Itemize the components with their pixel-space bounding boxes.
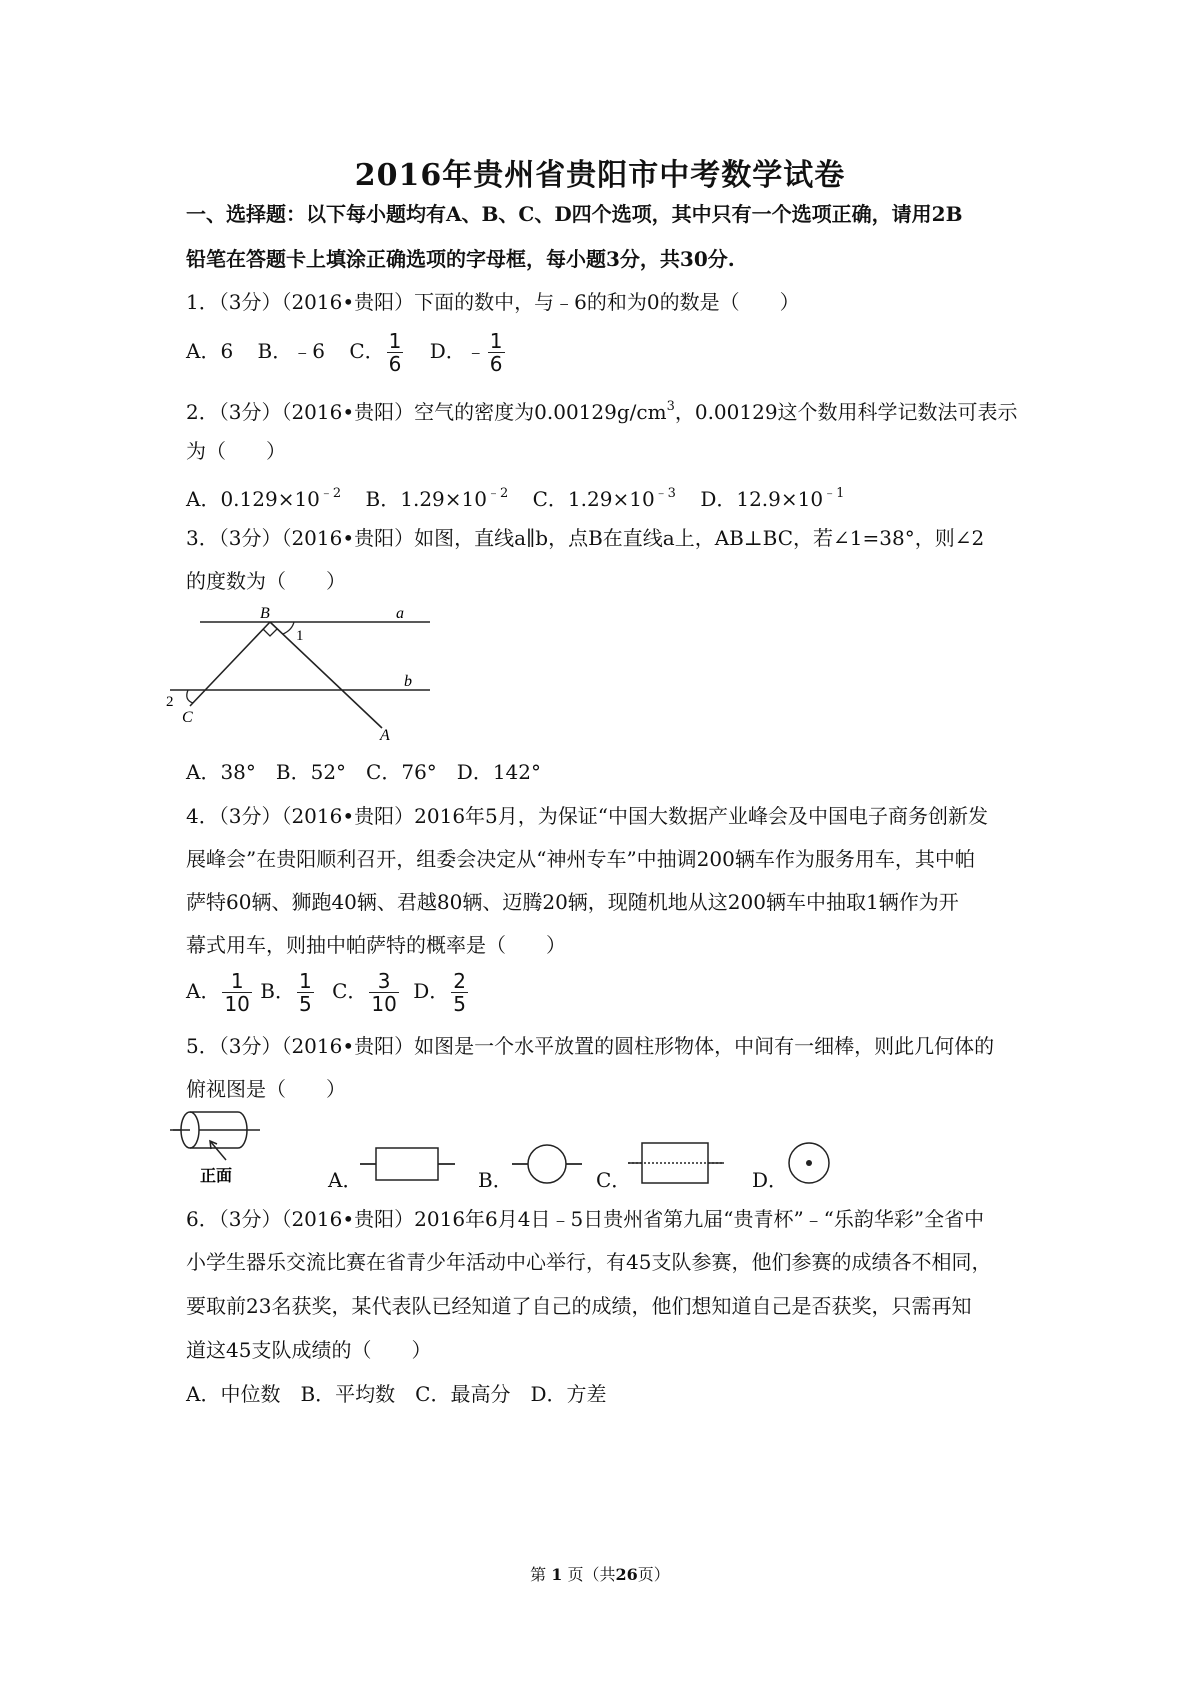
q6-stem-line3: 要取前23名获奖，某代表队已经知道了自己的成绩，他们想知道自己是否获奖，只需再知 bbox=[186, 1294, 972, 1318]
label-angle-1: 1 bbox=[296, 628, 304, 644]
q4-option-d-fraction bbox=[451, 970, 468, 1015]
label-angle-2: 2 bbox=[166, 694, 174, 710]
q5-option-d-label: D． bbox=[752, 1168, 789, 1192]
fraction-denominator: 6 bbox=[489, 352, 503, 376]
q4-option-b-label: B． bbox=[260, 979, 295, 1003]
fraction-denominator: 10 bbox=[371, 992, 397, 1016]
q3-parallel-lines-figure bbox=[160, 600, 460, 750]
q1-option-c-label: C． bbox=[349, 339, 385, 363]
q2-option-a bbox=[186, 480, 341, 513]
q6-stem-line2: 小学生器乐交流比赛在省青少年活动中心举行，有45支队参赛，他们参赛的成绩各不相同， bbox=[186, 1250, 992, 1274]
q4-option-a-fraction bbox=[222, 970, 251, 1015]
option-exponent: ﹣3 bbox=[654, 486, 676, 501]
q4-option-a-label: A． bbox=[186, 979, 221, 1003]
q5-option-c-label: C． bbox=[596, 1168, 632, 1192]
footer-text: 页（共 bbox=[567, 1565, 616, 1584]
q1-option-c-fraction bbox=[387, 330, 404, 375]
fraction-denominator: 5 bbox=[453, 992, 466, 1016]
q5-option-d-figure bbox=[786, 1140, 832, 1186]
q2-options bbox=[186, 480, 862, 513]
q3-stem: 3．（3分）（2016•贵阳）如图，直线a∥b，点B在直线a上，AB⊥BC，若∠1=38°，则∠2 bbox=[186, 526, 985, 550]
q1-option-b: B．﹣6 bbox=[257, 339, 325, 363]
angle-1-arc bbox=[283, 622, 294, 634]
option-exponent: ﹣1 bbox=[823, 486, 845, 501]
fraction-denominator: 6 bbox=[388, 352, 402, 376]
fraction-numerator: 2 bbox=[453, 969, 466, 993]
q5-option-c-figure bbox=[628, 1140, 724, 1186]
q2-stem bbox=[186, 393, 1018, 426]
q5-stem-line1: 5．（3分）（2016•贵阳）如图是一个水平放置的圆柱形物体，中间有一细棒，则此几何体的 bbox=[186, 1034, 995, 1058]
q4-option-c-fraction bbox=[369, 970, 398, 1015]
q1-option-d-fraction bbox=[488, 330, 505, 375]
footer-text: 第 bbox=[530, 1565, 547, 1584]
q2-stem-text-2: ，0.00129这个数用科学记数法可表示 bbox=[674, 400, 1018, 424]
q2-option-b bbox=[366, 480, 509, 513]
label-point-b: B bbox=[260, 605, 270, 622]
q4-options bbox=[186, 968, 470, 1015]
option-exponent: ﹣2 bbox=[319, 486, 342, 501]
q4-option-d-label: D． bbox=[413, 979, 450, 1003]
fraction-numerator: 1 bbox=[489, 329, 503, 353]
page-number: 1 bbox=[551, 1565, 563, 1584]
q4-stem-line3: 萨特60辆、狮跑40辆、君越80辆、迈腾20辆，现随机地从这200辆车中抽取1辆作为开 bbox=[186, 890, 959, 914]
circle-view bbox=[528, 1145, 566, 1183]
fraction-numerator: 1 bbox=[388, 329, 402, 353]
fraction-denominator: 5 bbox=[298, 992, 312, 1016]
q2-option-c bbox=[533, 480, 676, 513]
view-arrow bbox=[210, 1141, 226, 1160]
q6-stem-line1: 6．（3分）（2016•贵阳）2016年6月4日﹣5日贵州省第九届“贵青杯”﹣“乐韵华彩”全省中 bbox=[186, 1207, 985, 1231]
center-dot bbox=[806, 1160, 812, 1166]
q2-stem-text: 2．（3分）（2016•贵阳）空气的密度为0.00129g/cm bbox=[186, 400, 667, 424]
angle-2-arc bbox=[187, 690, 193, 703]
section-heading-line1: 一、选择题：以下每小题均有A、B、C、D四个选项，其中只有一个选项正确，请用2B bbox=[186, 202, 963, 226]
q3-stem-line2: 的度数为（ ） bbox=[186, 569, 346, 593]
total-pages: 26 bbox=[615, 1565, 638, 1584]
q4-option-b-fraction bbox=[297, 970, 314, 1015]
q4-stem-line2: 展峰会”在贵阳顺利召开，组委会决定从“神州专车”中抽调200辆车作为服务用车，其中帕 bbox=[186, 847, 975, 871]
q1-option-d-label: D．﹣ bbox=[429, 339, 486, 363]
q5-stem-line2: 俯视图是（ ） bbox=[186, 1077, 346, 1101]
section-heading-line2: 铅笔在答题卡上填涂正确选项的字母框，每小题3分，共30分. bbox=[186, 247, 735, 271]
q4-option-c-label: C． bbox=[332, 979, 368, 1003]
q5-option-a-label: A． bbox=[328, 1168, 363, 1192]
q4-stem-line4: 幕式用车，则抽中帕萨特的概率是（ ） bbox=[186, 933, 566, 957]
front-view-label: 正面 bbox=[200, 1166, 233, 1185]
q6-stem-line4: 道这45支队成绩的（ ） bbox=[186, 1338, 432, 1362]
right-angle-mark bbox=[263, 629, 277, 636]
q2-option-d bbox=[700, 480, 844, 513]
rectangle-view bbox=[642, 1143, 708, 1183]
option-exponent: ﹣2 bbox=[486, 486, 509, 501]
page-footer bbox=[0, 1562, 1200, 1585]
label-point-c: C bbox=[182, 709, 193, 726]
q5-option-a-figure bbox=[360, 1144, 455, 1184]
q6-options: A．中位数 B．平均数 C．最高分 D．方差 bbox=[186, 1382, 607, 1406]
option-text: A．0.129×10 bbox=[186, 487, 320, 511]
q1-stem: 1．（3分）（2016•贵阳）下面的数中，与﹣6的和为0的数是（ ） bbox=[186, 290, 800, 314]
label-line-b: b bbox=[404, 673, 412, 690]
label-line-a: a bbox=[396, 605, 404, 622]
fraction-numerator: 3 bbox=[369, 970, 398, 993]
q2-stem-line2: 为（ ） bbox=[186, 439, 286, 463]
fraction-numerator: 1 bbox=[222, 970, 251, 993]
fraction-numerator: 1 bbox=[298, 969, 312, 993]
q3-options: A．38° B．52° C．76° D．142° bbox=[186, 760, 541, 784]
option-text: B．1.29×10 bbox=[365, 487, 487, 511]
segment-bc bbox=[190, 622, 270, 706]
q5-cylinder-figure bbox=[170, 1105, 270, 1185]
segment-ab bbox=[270, 622, 382, 728]
option-text: C．1.29×10 bbox=[532, 487, 655, 511]
page-title: 2016年贵州省贵阳市中考数学试卷 bbox=[354, 158, 846, 193]
q5-option-b-figure bbox=[512, 1142, 582, 1186]
q5-option-b-label: B． bbox=[478, 1168, 513, 1192]
label-point-a: A bbox=[380, 727, 390, 744]
q2-stem-superscript: 3 bbox=[666, 399, 675, 414]
rectangle-view bbox=[376, 1148, 438, 1180]
q1-options bbox=[186, 328, 507, 375]
fraction-denominator: 10 bbox=[224, 992, 250, 1016]
footer-text: 页） bbox=[637, 1565, 670, 1584]
q4-stem-line1: 4．（3分）（2016•贵阳）2016年5月，为保证“中国大数据产业峰会及中国电子商务创新发 bbox=[186, 804, 988, 828]
q1-option-a: A．6 bbox=[186, 339, 234, 363]
option-text: D．12.9×10 bbox=[700, 487, 824, 511]
